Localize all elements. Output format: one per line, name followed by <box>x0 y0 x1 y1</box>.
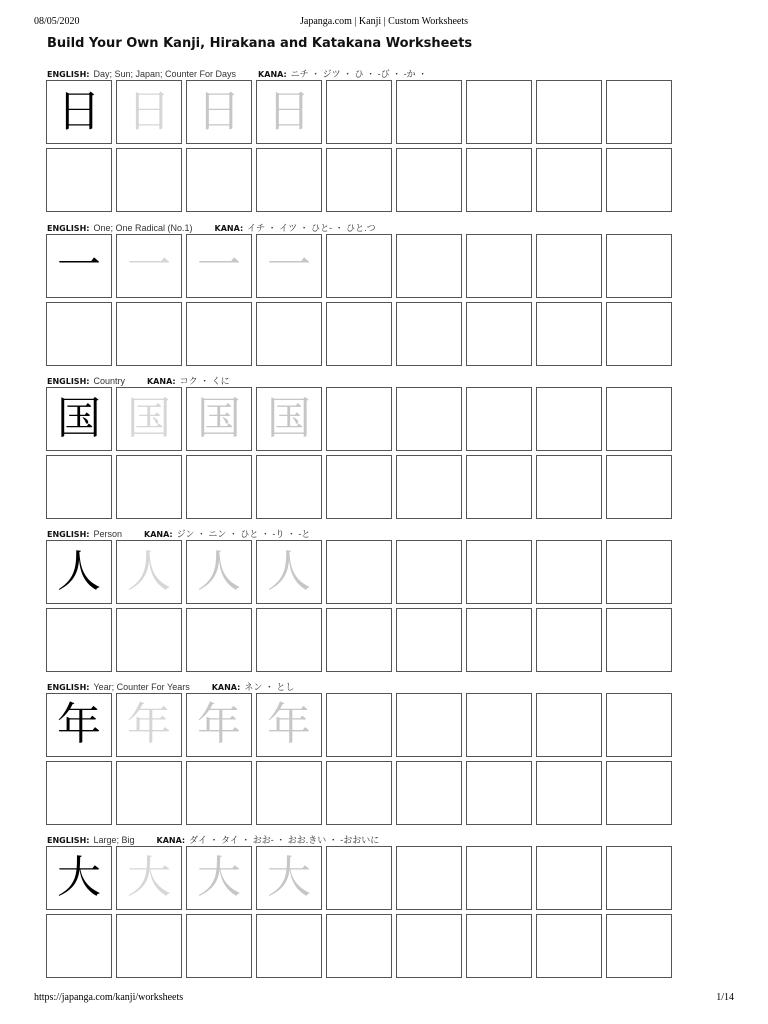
english-meaning: Day; Sun; Japan; Counter For Days <box>93 69 237 79</box>
blank-practice-cell <box>536 761 602 825</box>
trace-kanji-cell <box>116 540 182 604</box>
blank-practice-cell <box>396 761 462 825</box>
blank-practice-cell <box>256 455 322 519</box>
trace-kanji: 日 <box>197 86 241 137</box>
blank-practice-cell <box>396 148 462 212</box>
kana-label: KANA: <box>258 70 287 79</box>
blank-practice-cell <box>326 608 392 672</box>
blank-practice-cell <box>186 761 252 825</box>
practice-grid <box>46 80 676 216</box>
blank-practice-cell <box>466 761 532 825</box>
blank-practice-cell <box>326 148 392 212</box>
blank-practice-cell <box>116 455 182 519</box>
blank-practice-cell <box>606 387 672 451</box>
practice-row <box>46 387 676 451</box>
kana-label: KANA: <box>211 683 241 692</box>
blank-practice-cell <box>116 761 182 825</box>
english-label: ENGLISH: <box>47 377 90 386</box>
practice-grid <box>46 387 676 523</box>
kanji-meta <box>47 68 427 80</box>
blank-practice-cell <box>466 455 532 519</box>
blank-practice-cell <box>46 608 112 672</box>
model-kanji: 一 <box>57 240 101 291</box>
trace-kanji-cell <box>256 846 322 910</box>
trace-kanji: 一 <box>197 240 241 291</box>
blank-practice-cell <box>326 693 392 757</box>
blank-practice-cell <box>396 608 462 672</box>
blank-practice-cell <box>186 148 252 212</box>
blank-practice-cell <box>326 914 392 978</box>
practice-grid <box>46 540 676 676</box>
blank-practice-cell <box>256 302 322 366</box>
english-label: ENGLISH: <box>47 224 90 233</box>
blank-practice-cell <box>396 455 462 519</box>
model-kanji: 年 <box>57 699 101 750</box>
practice-grid <box>46 234 676 370</box>
kanji-section <box>46 375 676 521</box>
trace-kanji: 人 <box>267 546 311 597</box>
trace-kanji-cell <box>116 80 182 144</box>
blank-practice-cell <box>396 693 462 757</box>
trace-kanji-cell <box>256 80 322 144</box>
trace-kanji: 人 <box>197 546 241 597</box>
trace-kanji-cell <box>256 540 322 604</box>
practice-row <box>46 761 676 825</box>
practice-row <box>46 540 676 604</box>
model-kanji-cell <box>46 387 112 451</box>
trace-kanji: 一 <box>267 240 311 291</box>
english-meaning: Country <box>93 376 125 386</box>
blank-practice-cell <box>396 914 462 978</box>
trace-kanji-cell <box>116 846 182 910</box>
blank-practice-cell <box>46 148 112 212</box>
trace-kanji: 大 <box>267 852 311 903</box>
trace-kanji: 国 <box>267 393 311 444</box>
blank-practice-cell <box>326 80 392 144</box>
trace-kanji: 大 <box>127 852 171 903</box>
worksheet-title: Build Your Own Kanji, Hirakana and Katakana Worksheets <box>47 36 473 51</box>
blank-practice-cell <box>396 234 462 298</box>
blank-practice-cell <box>396 302 462 366</box>
print-page-title: Japanga.com | Kanji | Custom Worksheets <box>300 16 468 27</box>
kanji-section <box>46 222 676 368</box>
blank-practice-cell <box>466 387 532 451</box>
trace-kanji-cell <box>116 387 182 451</box>
trace-kanji-cell <box>186 693 252 757</box>
practice-row <box>46 148 676 212</box>
english-label: ENGLISH: <box>47 530 90 539</box>
blank-practice-cell <box>606 846 672 910</box>
trace-kanji-cell <box>256 387 322 451</box>
blank-practice-cell <box>536 80 602 144</box>
blank-practice-cell <box>46 914 112 978</box>
kana-label: KANA: <box>146 377 176 386</box>
kana-label: KANA: <box>144 530 173 539</box>
blank-practice-cell <box>186 455 252 519</box>
blank-practice-cell <box>466 234 532 298</box>
blank-practice-cell <box>46 761 112 825</box>
english-meaning: Large; Big <box>93 835 135 845</box>
blank-practice-cell <box>466 693 532 757</box>
blank-practice-cell <box>536 608 602 672</box>
blank-practice-cell <box>326 234 392 298</box>
blank-practice-cell <box>606 914 672 978</box>
english-meaning: One; One Radical (No.1) <box>93 223 193 233</box>
blank-practice-cell <box>186 914 252 978</box>
blank-practice-cell <box>116 914 182 978</box>
trace-kanji-cell <box>186 234 252 298</box>
blank-practice-cell <box>606 148 672 212</box>
trace-kanji-cell <box>116 693 182 757</box>
trace-kanji-cell <box>186 846 252 910</box>
kanji-meta <box>47 375 230 387</box>
blank-practice-cell <box>536 302 602 366</box>
model-kanji-cell <box>46 540 112 604</box>
blank-practice-cell <box>46 302 112 366</box>
model-kanji: 人 <box>57 546 101 597</box>
trace-kanji: 人 <box>127 546 171 597</box>
blank-practice-cell <box>536 540 602 604</box>
trace-kanji: 日 <box>267 86 311 137</box>
blank-practice-cell <box>606 80 672 144</box>
trace-kanji: 年 <box>197 699 241 750</box>
blank-practice-cell <box>116 608 182 672</box>
blank-practice-cell <box>466 914 532 978</box>
trace-kanji: 年 <box>267 699 311 750</box>
blank-practice-cell <box>256 761 322 825</box>
blank-practice-cell <box>396 540 462 604</box>
practice-row <box>46 234 676 298</box>
trace-kanji: 日 <box>127 86 171 137</box>
blank-practice-cell <box>606 761 672 825</box>
blank-practice-cell <box>116 148 182 212</box>
trace-kanji: 国 <box>197 393 241 444</box>
blank-practice-cell <box>186 302 252 366</box>
blank-practice-cell <box>396 846 462 910</box>
practice-row <box>46 693 676 757</box>
practice-row <box>46 80 676 144</box>
trace-kanji: 一 <box>127 240 171 291</box>
trace-kanji-cell <box>116 234 182 298</box>
kana-label: KANA: <box>156 836 186 845</box>
practice-row <box>46 846 676 910</box>
model-kanji-cell <box>46 693 112 757</box>
blank-practice-cell <box>326 387 392 451</box>
kanji-meta <box>47 681 294 693</box>
practice-row <box>46 302 676 366</box>
english-meaning: Year; Counter For Years <box>93 682 190 692</box>
english-label: ENGLISH: <box>47 683 90 692</box>
blank-practice-cell <box>466 846 532 910</box>
trace-kanji-cell <box>186 80 252 144</box>
blank-practice-cell <box>536 455 602 519</box>
trace-kanji: 国 <box>127 393 171 444</box>
blank-practice-cell <box>466 540 532 604</box>
blank-practice-cell <box>466 80 532 144</box>
kanji-section <box>46 681 676 827</box>
kanji-section <box>46 528 676 674</box>
blank-practice-cell <box>536 148 602 212</box>
model-kanji: 大 <box>57 852 101 903</box>
trace-kanji-cell <box>186 540 252 604</box>
practice-row <box>46 914 676 978</box>
trace-kanji-cell <box>186 387 252 451</box>
trace-kanji-cell <box>256 693 322 757</box>
practice-grid <box>46 846 676 982</box>
blank-practice-cell <box>256 914 322 978</box>
kana-readings: ジン ・ ニン ・ ひと ・ -り ・ -と <box>176 529 311 539</box>
print-footer <box>0 992 768 1006</box>
blank-practice-cell <box>606 302 672 366</box>
blank-practice-cell <box>326 455 392 519</box>
trace-kanji: 年 <box>127 699 171 750</box>
blank-practice-cell <box>396 80 462 144</box>
blank-practice-cell <box>466 148 532 212</box>
blank-practice-cell <box>256 608 322 672</box>
blank-practice-cell <box>536 387 602 451</box>
practice-row <box>46 608 676 672</box>
blank-practice-cell <box>396 387 462 451</box>
blank-practice-cell <box>46 455 112 519</box>
blank-practice-cell <box>256 148 322 212</box>
blank-practice-cell <box>116 302 182 366</box>
kanji-section <box>46 68 676 214</box>
model-kanji-cell <box>46 234 112 298</box>
english-label: ENGLISH: <box>47 70 90 79</box>
blank-practice-cell <box>606 540 672 604</box>
kanji-meta <box>47 222 376 234</box>
kana-readings: ダイ ・ タイ ・ おお- ・ おお.きい ・ -おおいに <box>189 835 380 845</box>
blank-practice-cell <box>326 761 392 825</box>
blank-practice-cell <box>606 693 672 757</box>
trace-kanji: 大 <box>197 852 241 903</box>
print-header <box>0 16 768 30</box>
blank-practice-cell <box>606 608 672 672</box>
practice-row <box>46 455 676 519</box>
kana-readings: イチ ・ イツ ・ ひと- ・ ひと.つ <box>247 223 376 233</box>
print-url: https://japanga.com/kanji/worksheets <box>34 992 184 1003</box>
blank-practice-cell <box>606 455 672 519</box>
blank-practice-cell <box>606 234 672 298</box>
kana-readings: ネン ・ とし <box>244 682 295 692</box>
blank-practice-cell <box>536 234 602 298</box>
blank-practice-cell <box>326 540 392 604</box>
print-date: 08/05/2020 <box>34 16 80 27</box>
blank-practice-cell <box>326 302 392 366</box>
model-kanji-cell <box>46 846 112 910</box>
blank-practice-cell <box>536 846 602 910</box>
model-kanji: 日 <box>57 86 101 137</box>
model-kanji: 国 <box>57 393 101 444</box>
kanji-meta <box>47 834 379 846</box>
kanji-section <box>46 834 676 980</box>
blank-practice-cell <box>186 608 252 672</box>
blank-practice-cell <box>536 914 602 978</box>
english-label: ENGLISH: <box>47 836 90 845</box>
trace-kanji-cell <box>256 234 322 298</box>
blank-practice-cell <box>466 302 532 366</box>
kanji-meta <box>47 528 310 540</box>
kana-readings: コク ・ くに <box>179 376 230 386</box>
blank-practice-cell <box>326 846 392 910</box>
blank-practice-cell <box>466 608 532 672</box>
page-number: 1/14 <box>716 992 734 1003</box>
kana-label: KANA: <box>214 224 244 233</box>
practice-grid <box>46 693 676 829</box>
model-kanji-cell <box>46 80 112 144</box>
blank-practice-cell <box>536 693 602 757</box>
english-meaning: Person <box>93 529 122 539</box>
kana-readings: ニチ ・ ジツ ・ ひ ・ -び ・ -か ・ <box>290 69 428 79</box>
